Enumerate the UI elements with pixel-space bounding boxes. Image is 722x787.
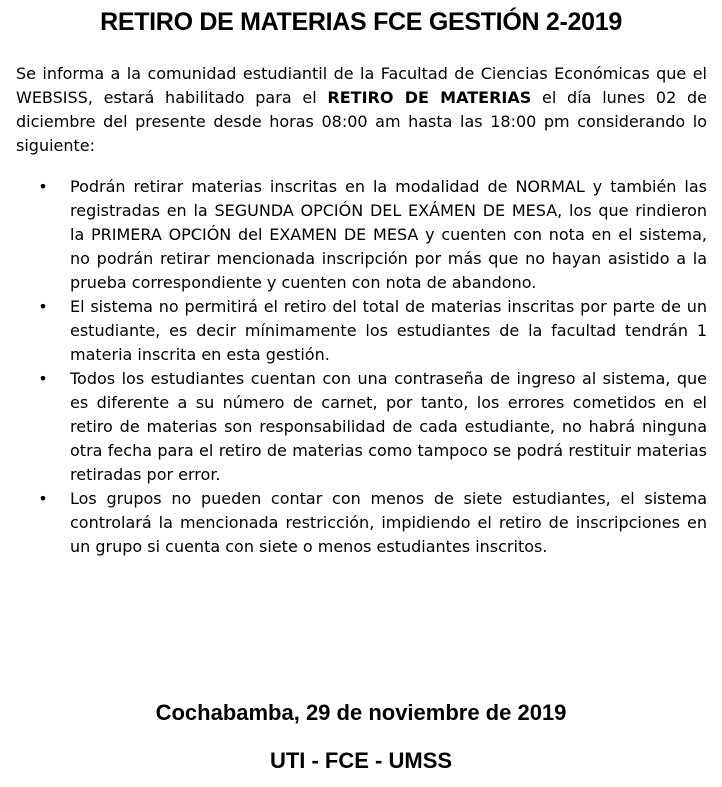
intro-text-end: el día lunes 02 de diciembre del presente desde horas 08:00 am hasta las 18:00 pm considerando lo siguiente: [16,88,707,155]
list-item-text: Todos los estudiantes cuentan con una contraseña de ingreso al sistema, que es diferente a su número de carnet, por tanto, los errores cometidos en el retiro de materias son responsabilidad de cada estudiante, no habrá ninguna otra fecha para el retiro de materias como tampoco se podrá restituir materias retiradas por error. [70,369,707,484]
intro-paragraph [16,62,707,158]
document-title: RETIRO DE MATERIAS FCE GESTIÓN 2-2019 [100,8,622,36]
conditions-list [16,175,707,559]
bullet-icon: • [38,489,48,508]
bullet-icon: • [38,369,48,388]
footer-date: Cochabamba, 29 de noviembre de 2019 [155,700,567,725]
list-item [16,487,707,559]
list-item-text: Los grupos no pueden contar con menos de siete estudiantes, el sistema controlará la mencionada restricción, impidiendo el retiro de inscripciones en un grupo si cuenta con siete o menos estudiantes inscritos. [70,489,707,556]
list-item [16,367,707,487]
list-item-text: Podrán retirar materias inscritas en la modalidad de NORMAL y también las registradas en la SEGUNDA OPCIÓN DEL EXÁMEN DE MESA, los que rindieron la PRIMERA OPCIÓN del EXAMEN DE MESA y cuenten con nota en el sistema, no podrán retirar mencionada inscripción por más que no hayan asistido a la prueba correspondiente y cuenten con nota de abandono. [70,177,707,292]
list-item [16,175,707,295]
intro-text-start: Se informa a la comunidad estudiantil de la Facultad de Ciencias Económicas que el WEBSISS, estará habilitado para el [16,64,707,107]
list-item [16,295,707,367]
intro-highlight: RETIRO DE MATERIAS [327,88,532,107]
bullet-icon: • [38,177,48,196]
footer-organization: UTI - FCE - UMSS [269,748,453,773]
bullet-icon: • [38,297,48,316]
list-item-text: El sistema no permitirá el retiro del total de materias inscritas por parte de un estudiante, es decir mínimamente los estudiantes de la facultad tendrán 1 materia inscrita en esta gestión. [70,297,707,364]
